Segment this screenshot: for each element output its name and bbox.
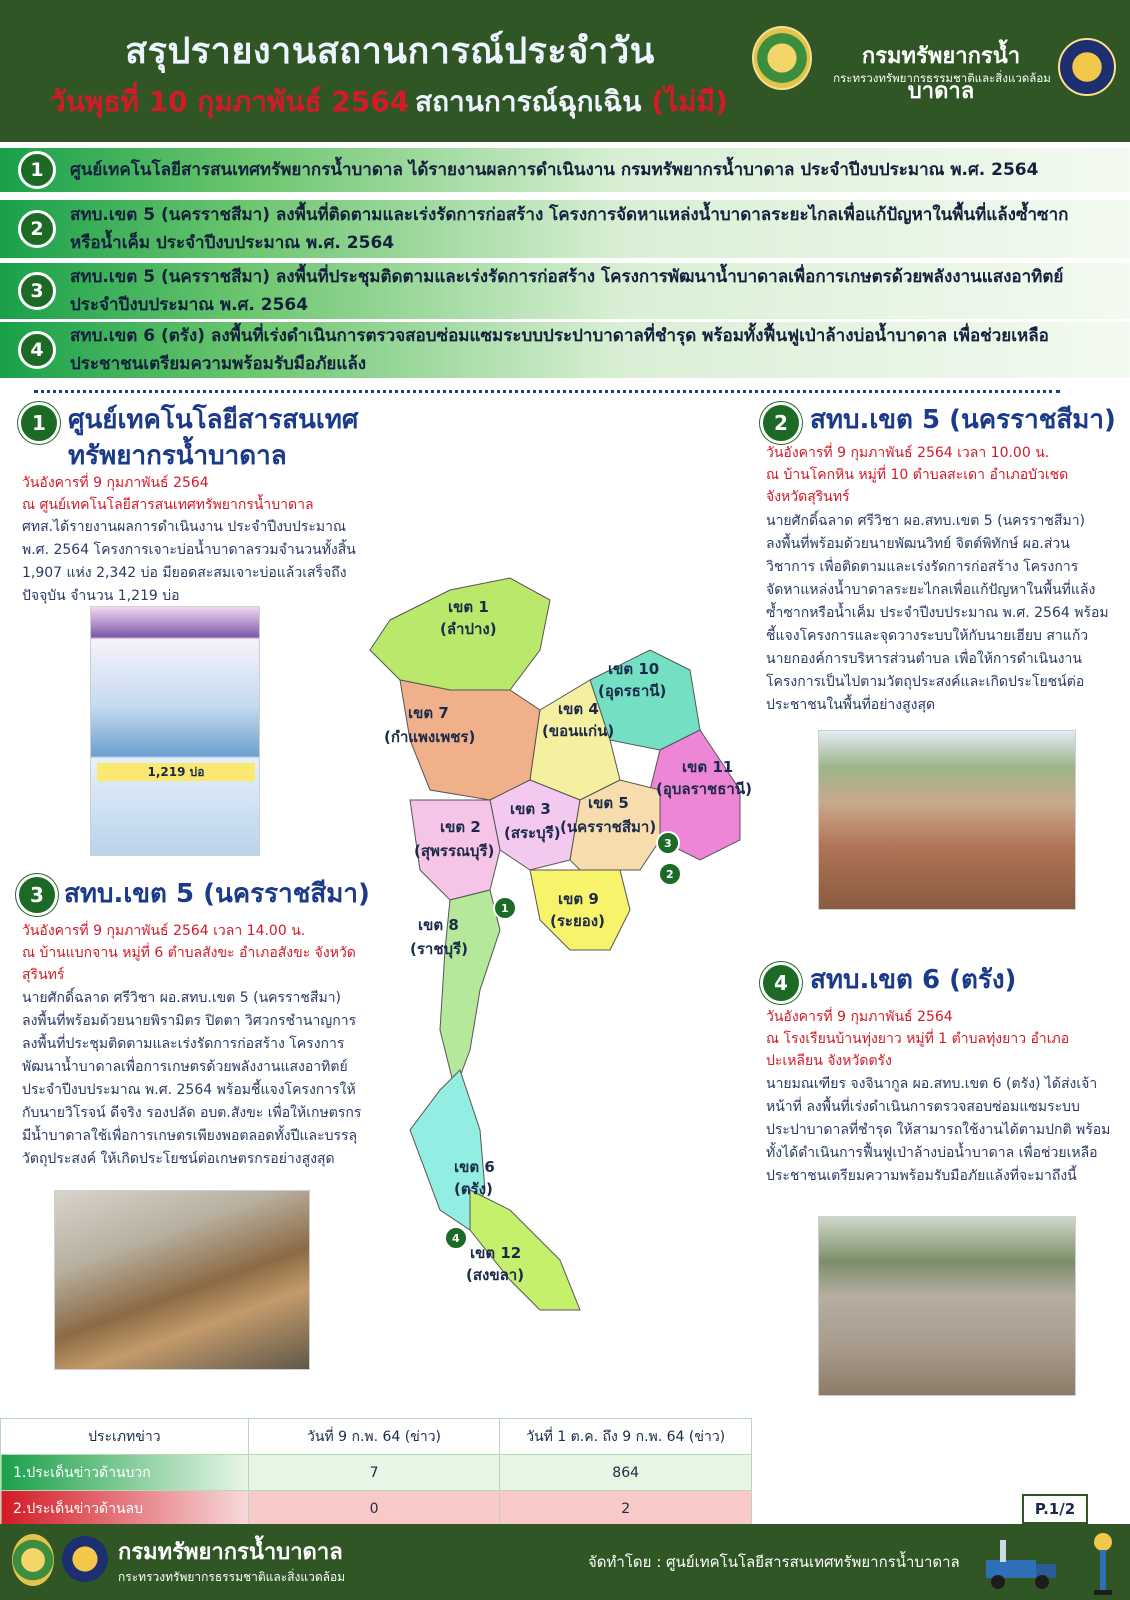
summary-item xyxy=(0,263,1130,319)
svg-text:4: 4 xyxy=(452,1232,460,1245)
zone-city: (ขอนแก่น) xyxy=(542,722,615,740)
well-repair-photo xyxy=(818,1216,1076,1396)
report-title: สรุปรายงานสถานการณ์ประจำวัน xyxy=(125,31,655,72)
zone-city: (อุดรธานี) xyxy=(598,682,667,700)
dept-logo-icon xyxy=(1058,38,1116,96)
block-number: 3 xyxy=(16,874,58,916)
zone-city: (สุพรรณบุรี) xyxy=(414,842,495,860)
zone-label: เขต 5 xyxy=(588,794,629,812)
block4-body: นายมณเฑียร จงจินากูล ผอ.สทบ.เขต 6 (ตรัง) ได้ส่งเจ้าหน้าที่ ลงพื้นที่เร่งดำเนินการตรวจสอบซ่อมแซมระบบประปาบาดาลที่ชำรุด ให้สามารถใช้งานได้ตามปกติ พร้อมทั้งได้ดำเนินการฟื้นฟูเป่าล้างบ่อน้ำบาดาล เพื่อช่วยเหลือประชาชนเตรียมความพร้อมรับมือภัยแล้งที่จะมาถึงนี้ xyxy=(766,1076,1111,1184)
dept-subtitle: กระทรวงทรัพยากรธรรมชาติและสิ่งแวดล้อม xyxy=(833,71,1051,85)
block2-title: สทบ.เขต 5 (นครราชสีมา) xyxy=(810,405,1116,435)
zone-label: เขต 12 xyxy=(470,1244,522,1262)
seal-icon xyxy=(752,26,812,90)
page-indicator: P.1/2 xyxy=(1022,1494,1088,1524)
summary-item xyxy=(0,322,1130,378)
map-pin-1 xyxy=(494,897,516,919)
footer xyxy=(0,1524,1130,1600)
summary-item xyxy=(0,200,1130,258)
dept-logo-icon xyxy=(62,1536,108,1582)
table-header: ประเภทข่าว xyxy=(1,1419,249,1455)
summary-text: สทบ.เขต 5 (นครราชสีมา) ลงพื้นที่ติดตามและเร่งรัดการก่อสร้าง โครงการจัดหาแหล่งน้ำบาดาลระยะไกลเพื่อแก้ปัญหาในพื้นที่แล้งซ้ำซาก หรือน้ำเค็ม ประจำปีงบประมาณ พ.ศ. 2564 xyxy=(70,205,1069,253)
zone-label: เขต 4 xyxy=(558,700,599,718)
row-day-value: 0 xyxy=(248,1491,500,1527)
row-day-value: 7 xyxy=(248,1455,500,1491)
emergency-status-label: สถานการณ์ฉุกเฉิน xyxy=(415,85,642,118)
block3-place: ณ บ้านแบกจาน หมู่ที่ 6 ตำบลสังขะ อำเภอสังขะ จังหวัดสุรินทร์ xyxy=(22,945,356,983)
summary-item xyxy=(0,148,1130,192)
block-number: 4 xyxy=(760,962,802,1004)
meeting-photo xyxy=(54,1190,310,1370)
zone-city: (กำแพงเพชร) xyxy=(384,728,476,746)
summary-number: 4 xyxy=(18,331,56,369)
footer-dept-subtitle: กระทรวงทรัพยากรธรรมชาติและสิ่งแวดล้อม xyxy=(118,1570,346,1584)
zone-city: (นครราชสีมา) xyxy=(560,818,657,836)
zone-city: (ตรัง) xyxy=(454,1180,493,1198)
zone-city: (สงขลา) xyxy=(466,1266,525,1284)
water-gauge-icon xyxy=(1090,1532,1116,1596)
zone-label: เขต 9 xyxy=(558,890,599,908)
news-stats-table xyxy=(0,1418,752,1527)
emergency-status-value: (ไม่มี) xyxy=(651,85,728,118)
section-divider xyxy=(34,390,1060,393)
zone-city: (ระยอง) xyxy=(550,912,605,930)
block2-body: นายศักดิ์ฉลาด ศรีวิชา ผอ.สทบ.เขต 5 (นครราชสีมา) ลงพื้นที่พร้อมด้วยนายพัฒนวิทย์ จิตต์พิทักษ์ ผอ.ส่วนวิชาการ เพื่อติดตามและเร่งรัดการก่อสร้าง โครงการจัดหาแหล่งน้ำบาดาลระยะไกลเพื่อแก้ปัญหาในพื้นที่แล้งซ้ำซากหรือน้ำเค็ม ประจำปีงบประมาณ พ.ศ. 2564 พร้อมชี้แจงโครงการและจุดวางระบบให้กับนายเฮียบ สาแก้ว นายกองค์การบริหารส่วนตำบล เพื่อให้การดำเนินงานโครงการเป็นไปตามวัตถุประสงค์และเกิดประโยชน์ต่อประชาชนในพื้นที่อย่างสูงสุด xyxy=(766,513,1109,713)
block2-place: ณ บ้านโคกหิน หมู่ที่ 10 ตำบลสะเดา อำเภอบัวเชด จังหวัดสุรินทร์ xyxy=(766,467,1069,505)
zone-label: เขต 7 xyxy=(408,704,449,722)
block1-title-line1: ศูนย์เทคโนโลยีสารสนเทศ xyxy=(68,405,359,435)
construction-site-photo xyxy=(818,730,1076,910)
map-pin-4 xyxy=(445,1227,467,1249)
table-row xyxy=(1,1491,752,1527)
zone-city: (ลำปาง) xyxy=(440,620,497,638)
summary-number: 1 xyxy=(18,151,56,189)
summary-text: สทบ.เขต 6 (ตรัง) ลงพื้นที่เร่งดำเนินการตรวจสอบซ่อมแซมระบบประปาบาดาลที่ชำรุด พร้อมทั้งฟื้นฟูเป่าล้างบ่อน้ำบาดาล เพื่อช่วยเหลือประชาชนเตรียมความพร้อมรับมือภัยแล้ง xyxy=(70,326,1049,374)
header xyxy=(0,0,1130,142)
zone-label: เขต 3 xyxy=(510,800,551,818)
zone-label: เขต 1 xyxy=(448,598,489,616)
row-cumulative-value: 864 xyxy=(500,1455,752,1491)
emergency-status xyxy=(415,80,728,124)
block3-date: วันอังคารที่ 9 กุมภาพันธ์ 2564 เวลา 14.00 น. xyxy=(22,923,306,939)
zone-label: เขต 8 xyxy=(418,916,459,934)
dept-name: กรมทรัพยากรน้ำบาดาล xyxy=(861,44,1021,104)
summary-number: 2 xyxy=(18,210,56,248)
row-label: 1.ประเด็นข่าวด้านบวก xyxy=(1,1455,249,1491)
drill-truck-icon xyxy=(982,1538,1062,1592)
seal-icon xyxy=(12,1534,54,1586)
zone-9-region xyxy=(530,870,630,950)
zone-city: (ราชบุรี) xyxy=(410,940,468,958)
made-by: จัดทำโดย : ศูนย์เทคโนโลยีสารสนเทศทรัพยากรน้ำบาดาล xyxy=(588,1553,960,1571)
block3-title: สทบ.เขต 5 (นครราชสีมา) xyxy=(64,879,370,909)
table-header: วันที่ 9 ก.พ. 64 (ข่าว) xyxy=(248,1419,500,1455)
block4-title: สทบ.เขต 6 (ตรัง) xyxy=(810,965,1017,995)
zone-label: เขต 6 xyxy=(454,1158,495,1176)
row-label: 2.ประเด็นข่าวด้านลบ xyxy=(1,1491,249,1527)
block4-date: วันอังคารที่ 9 กุมภาพันธ์ 2564 xyxy=(766,1009,953,1025)
block1-place: ณ ศูนย์เทคโนโลยีสารสนเทศทรัพยากรน้ำบาดาล xyxy=(22,497,314,513)
block2-date: วันอังคารที่ 9 กุมภาพันธ์ 2564 เวลา 10.00 น. xyxy=(766,445,1050,461)
block-number: 1 xyxy=(18,402,60,444)
zone-label: เขต 10 xyxy=(608,660,660,678)
block4-place: ณ โรงเรียนบ้านทุ่งยาว หมู่ที่ 1 ตำบลทุ่งยาว อำเภอปะเหลียน จังหวัดตรัง xyxy=(766,1031,1070,1069)
table-header-row xyxy=(1,1419,752,1455)
svg-text:1: 1 xyxy=(501,902,509,915)
svg-text:2: 2 xyxy=(666,868,674,881)
block1-body: ศทส.ได้รายงานผลการดำเนินงาน ประจำปีงบประมาณ พ.ศ. 2564 โครงการเจาะบ่อน้ำบาดาลรวมจำนวนทั้งสิ้น 1,907 แห่ง 2,342 บ่อ มียอดสะสมเจาะบ่อแล้วเสร็จถึงปัจจุบัน จำนวน 1,219 บ่อ xyxy=(22,519,356,604)
svg-text:3: 3 xyxy=(664,837,672,850)
map-pin-3 xyxy=(657,832,679,854)
block1-title-line2: ทรัพยากรน้ำบาดาล xyxy=(68,441,287,471)
zone-label: เขต 2 xyxy=(440,818,481,836)
zone-city: (อุบลราชธานี) xyxy=(656,780,752,798)
table-row xyxy=(1,1455,752,1491)
block3-body: นายศักดิ์ฉลาด ศรีวิชา ผอ.สทบ.เขต 5 (นครราชสีมา) ลงพื้นที่พร้อมด้วยนายพิรามิตร ปิตตา วิศวกรชำนาญการ ลงพื้นที่ประชุมติดตามและเร่งรัดการก่อสร้าง โครงการพัฒนาน้ำบาดาลเพื่อการเกษตรด้วยพลังงานแสงอาทิตย์ ประจำปีงบประมาณ พ.ศ. 2564 พร้อมชี้แจงโครงการให้กับนายวิโรจน์ ดีจริง รองปลัด อบต.สังขะ เพื่อให้เกษตรกรมีน้ำบาดาลใช้เพื่อการเกษตรเพียงพอตลอดทั้งปีและบรรลุวัตถุประสงค์ ให้เกิดประโยชน์ต่อเกษตรกรอย่างสูงสุด xyxy=(22,990,362,1167)
thailand-groundwater-zones-map xyxy=(360,570,780,1330)
zone-city: (สระบุรี) xyxy=(504,824,561,842)
block-number: 2 xyxy=(760,402,802,444)
summary-text: ศูนย์เทคโนโลยีสารสนเทศทรัพยากรน้ำบาดาล ได้รายงานผลการดำเนินงาน กรมทรัพยากรน้ำบาดาล ประจำปีงบประมาณ พ.ศ. 2564 xyxy=(70,160,1039,180)
table-header: วันที่ 1 ต.ค. ถึง 9 ก.พ. 64 (ข่าว) xyxy=(500,1419,752,1455)
report-badge: 1,219 บ่อ xyxy=(97,763,255,781)
row-cumulative-value: 2 xyxy=(500,1491,752,1527)
zone-label: เขต 11 xyxy=(682,758,734,776)
report-date: วันพุธที่ 10 กุมภาพันธ์ 2564 xyxy=(50,85,410,118)
summary-text: สทบ.เขต 5 (นครราชสีมา) ลงพื้นที่ประชุมติดตามและเร่งรัดการก่อสร้าง โครงการพัฒนาน้ำบาดาลเพื่อการเกษตรด้วยพลังงานแสงอาทิตย์ ประจำปีงบประมาณ พ.ศ. 2564 xyxy=(70,267,1064,315)
map-pin-2 xyxy=(659,863,681,885)
report-infographic-image xyxy=(90,606,260,856)
block1-date: วันอังคารที่ 9 กุมภาพันธ์ 2564 xyxy=(22,475,209,491)
footer-dept-name: กรมทรัพยากรน้ำบาดาล xyxy=(118,1540,343,1565)
summary-number: 3 xyxy=(18,272,56,310)
